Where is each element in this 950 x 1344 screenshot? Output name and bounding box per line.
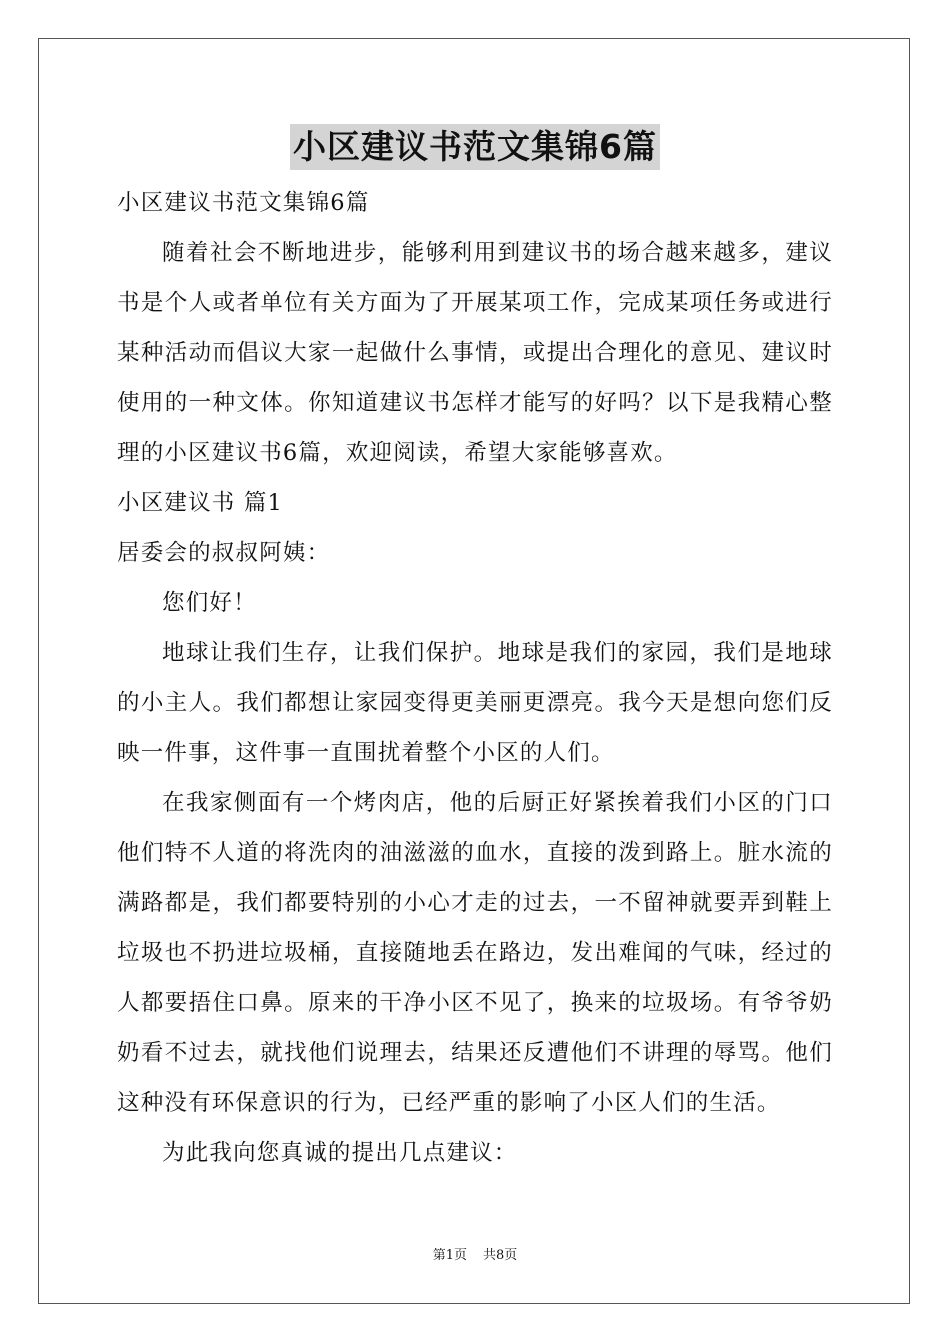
paragraph: 小区建议书 篇1	[117, 490, 284, 516]
page-footer	[0, 1246, 950, 1266]
paragraph: 为此我向您真诚的提出几点建议：	[162, 1140, 518, 1166]
paragraph: 随着社会不断地进步，能够利用到建议书的场合越来越多，建议书是个人或者单位有关方面为了开展某项工作，完成某项任务或进行某种活动而倡议大家一起做什么事情，或提出合理化的意见、建议时使用的一种文体。你知道建议书怎样才能写的好吗？以下是我精心整理的小区建议书6篇，欢迎阅读，希望大家能够喜欢。	[117, 240, 833, 466]
paragraph: 您们好！	[162, 590, 257, 616]
page-total: 共8页	[483, 1248, 518, 1263]
page-number: 第1页	[432, 1248, 467, 1263]
document-body	[117, 178, 833, 1178]
paragraph: 地球让我们生存，让我们保护。地球是我们的家园，我们是地球的小主人。我们都想让家园变得更美丽更漂亮。我今天是想向您们反映一件事，这件事一直围扰着整个小区的人们。	[117, 640, 833, 766]
paragraph: 小区建议书范文集锦6篇	[117, 190, 370, 216]
paragraph: 居委会的叔叔阿姨：	[117, 540, 331, 566]
paragraph: 在我家侧面有一个烤肉店，他的后厨正好紧挨着我们小区的门口他们特不人道的将洗肉的油滋滋的血水，直接的泼到路上。脏水流的满路都是，我们都要特别的小心才走的过去，一不留神就要弄到鞋上垃圾也不扔进垃圾桶，直接随地丢在路边，发出难闻的气味，经过的人都要捂住口鼻。原来的干净小区不见了，换来的垃圾场。有爷爷奶奶看不过去，就找他们说理去，结果还反遭他们不讲理的辱骂。他们这种没有环保意识的行为，已经严重的影响了小区人们的生活。	[117, 790, 833, 1116]
title-container	[0, 124, 950, 170]
document-title: 小区建议书范文集锦6篇	[290, 124, 660, 170]
